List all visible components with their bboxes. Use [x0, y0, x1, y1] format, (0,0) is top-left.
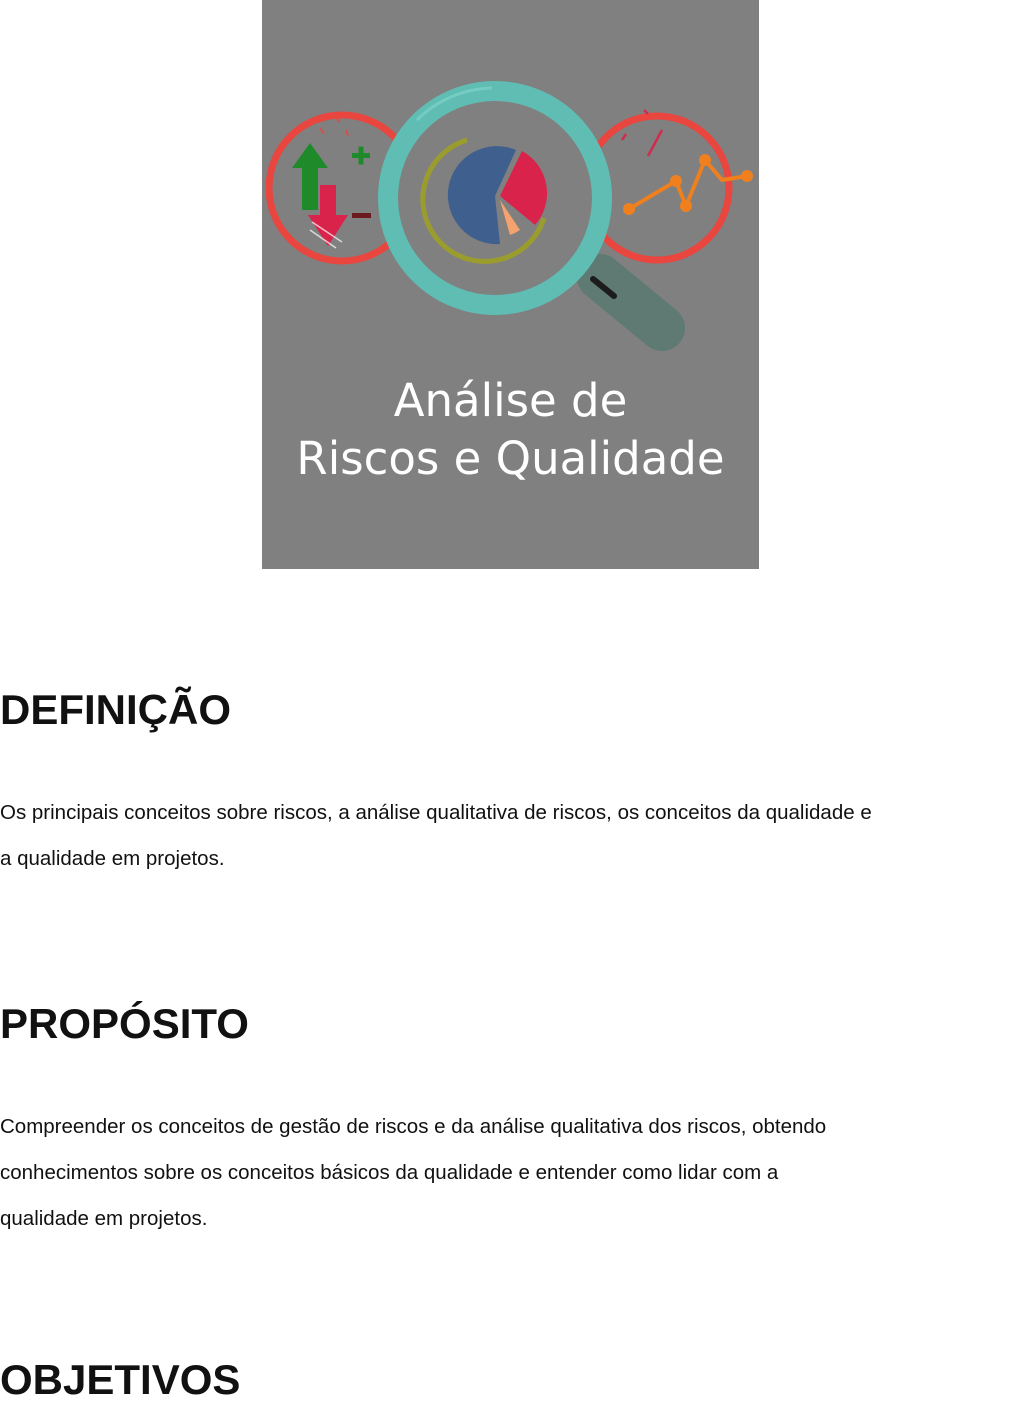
- magnifier-handle: [593, 277, 662, 328]
- heading-proposito: PROPÓSITO: [0, 1000, 249, 1047]
- heading-objetivos: OBJETIVOS: [0, 1356, 241, 1403]
- text-definicao-line-1: Os principais conceitos sobre riscos, a análise qualitativa de riscos, os conceitos da qualidade e: [0, 801, 872, 824]
- cover-title-line-1: Análise de: [393, 374, 628, 427]
- cover-title: [262, 372, 759, 488]
- minus-icon: [352, 213, 371, 218]
- text-proposito: [0, 1104, 1021, 1242]
- text-proposito-line-2: conhecimentos sobre os conceitos básicos da qualidade e entender como lidar com a: [0, 1161, 779, 1184]
- text-proposito-line-1: Compreender os conceitos de gestão de riscos e da análise qualitativa dos riscos, obtendo: [0, 1115, 827, 1138]
- text-definicao: [0, 790, 1021, 882]
- heading-definicao: DEFINIÇÃO: [0, 686, 231, 733]
- cover-image: [262, 0, 759, 569]
- line-chart-icon: [623, 154, 753, 215]
- cover-title-line-2: Riscos e Qualidade: [296, 432, 725, 485]
- plus-icon: [352, 147, 370, 165]
- text-proposito-line-3: qualidade em projetos.: [0, 1207, 208, 1230]
- text-definicao-line-2: a qualidade em projetos.: [0, 847, 225, 870]
